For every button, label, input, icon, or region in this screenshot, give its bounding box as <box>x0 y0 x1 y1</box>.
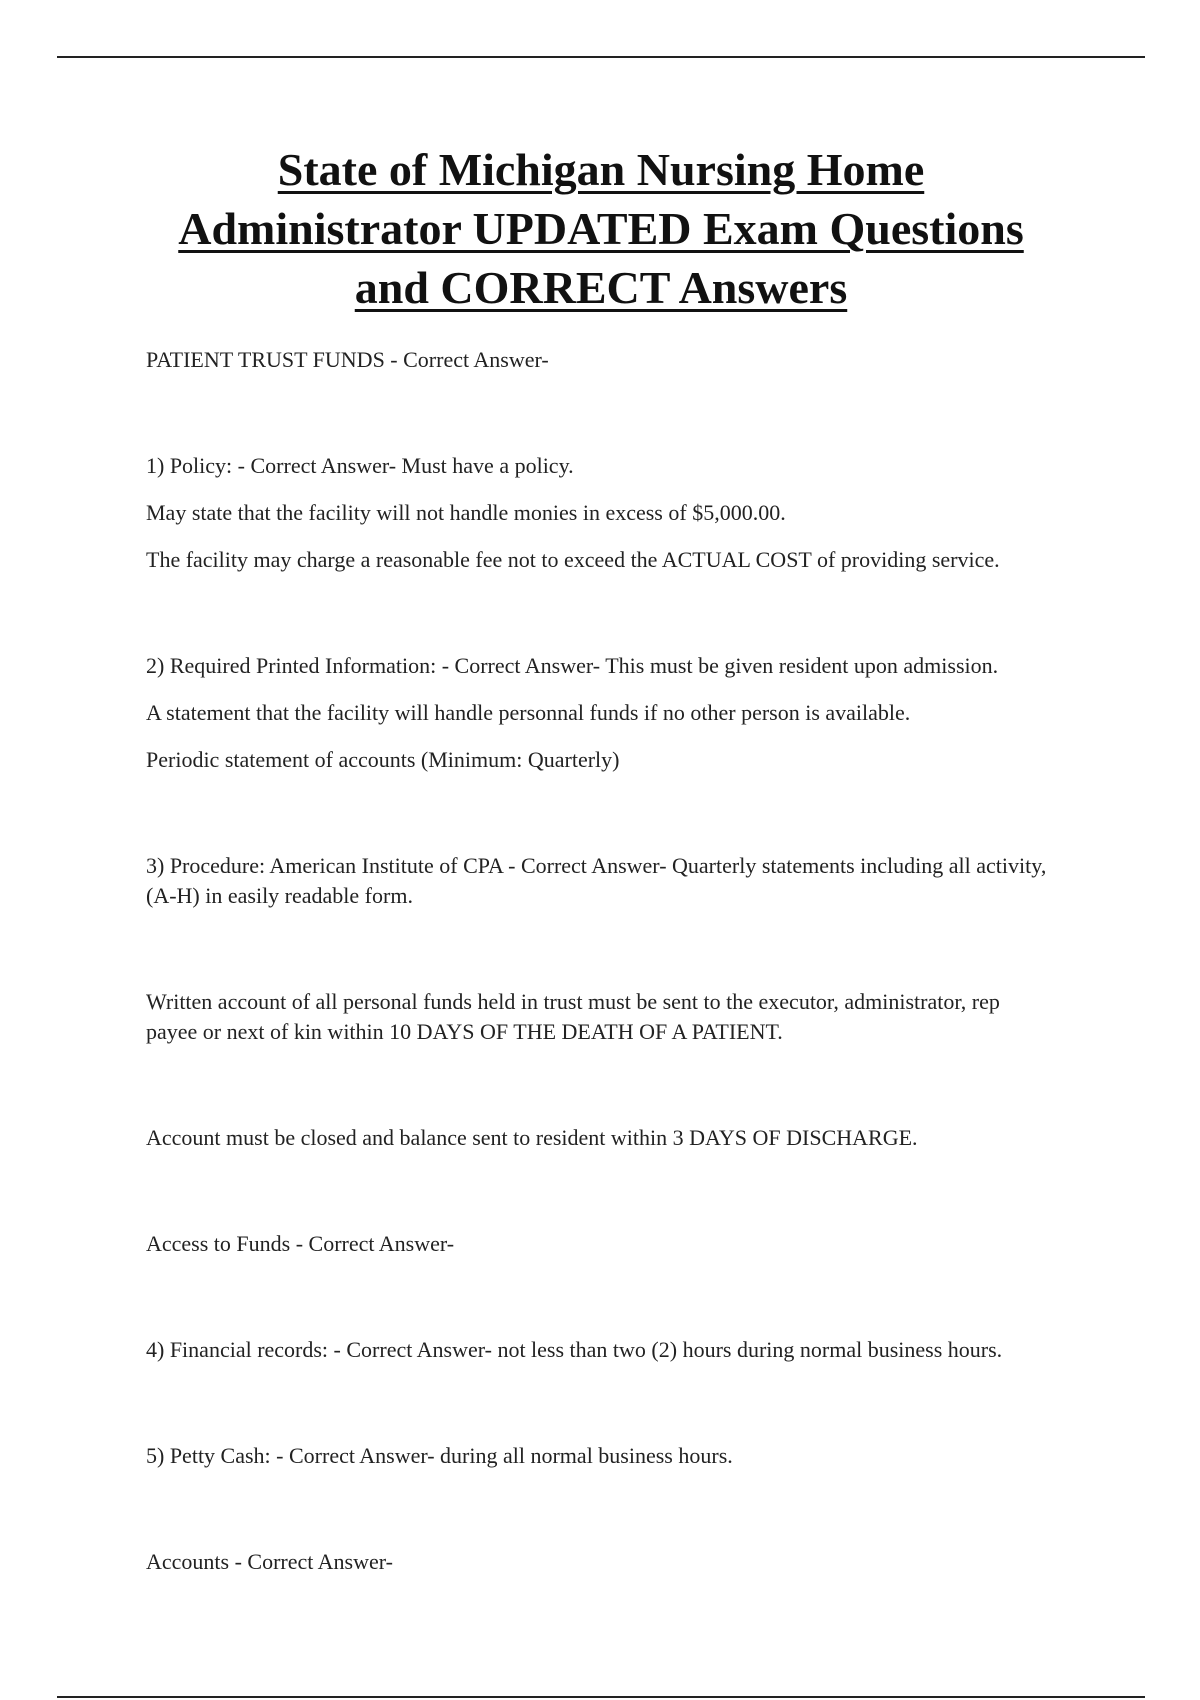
answer-paragraph: May state that the facility will not handle monies in excess of $5,000.00. <box>146 500 786 525</box>
answer-paragraph: Written account of all personal funds held in trust must be sent to the executor, administrator, rep payee or next of kin within 10 DAYS OF THE DEATH OF A PATIENT. <box>146 989 1000 1044</box>
question-policy: 1) Policy: - Correct Answer- Must have a policy. <box>146 453 574 478</box>
answer-paragraph: Periodic statement of accounts (Minimum: Quarterly) <box>146 747 620 772</box>
question-procedure: 3) Procedure: American Institute of CPA - Correct Answer- Quarterly statements including all activity, (A-H) in easily readable form. <box>146 853 1047 908</box>
question-required-printed-information: 2) Required Printed Information: - Correct Answer- This must be given resident upon admission. <box>146 653 999 678</box>
document-body <box>146 345 1056 1577</box>
title-line-1: State of Michigan Nursing Home <box>277 144 925 195</box>
document-title <box>146 140 1056 317</box>
section-heading-patient-trust-funds: PATIENT TRUST FUNDS - Correct Answer- <box>146 347 549 372</box>
footer-rule <box>57 1696 1145 1698</box>
answer-paragraph: Account must be closed and balance sent to resident within 3 DAYS OF DISCHARGE. <box>146 1125 918 1150</box>
document-page <box>146 140 1056 1594</box>
answer-paragraph: A statement that the facility will handle personnal funds if no other person is available. <box>146 700 911 725</box>
question-financial-records: 4) Financial records: - Correct Answer- not less than two (2) hours during normal business hours. <box>146 1337 1003 1362</box>
section-heading-access-to-funds: Access to Funds - Correct Answer- <box>146 1231 455 1256</box>
question-petty-cash: 5) Petty Cash: - Correct Answer- during all normal business hours. <box>146 1443 733 1468</box>
answer-paragraph: The facility may charge a reasonable fee not to exceed the ACTUAL COST of providing service. <box>146 547 1000 572</box>
title-line-3: and CORRECT Answers <box>354 262 848 313</box>
section-heading-accounts: Accounts - Correct Answer- <box>146 1549 393 1574</box>
title-line-2: Administrator UPDATED Exam Questions <box>178 203 1024 254</box>
header-rule <box>57 56 1145 58</box>
